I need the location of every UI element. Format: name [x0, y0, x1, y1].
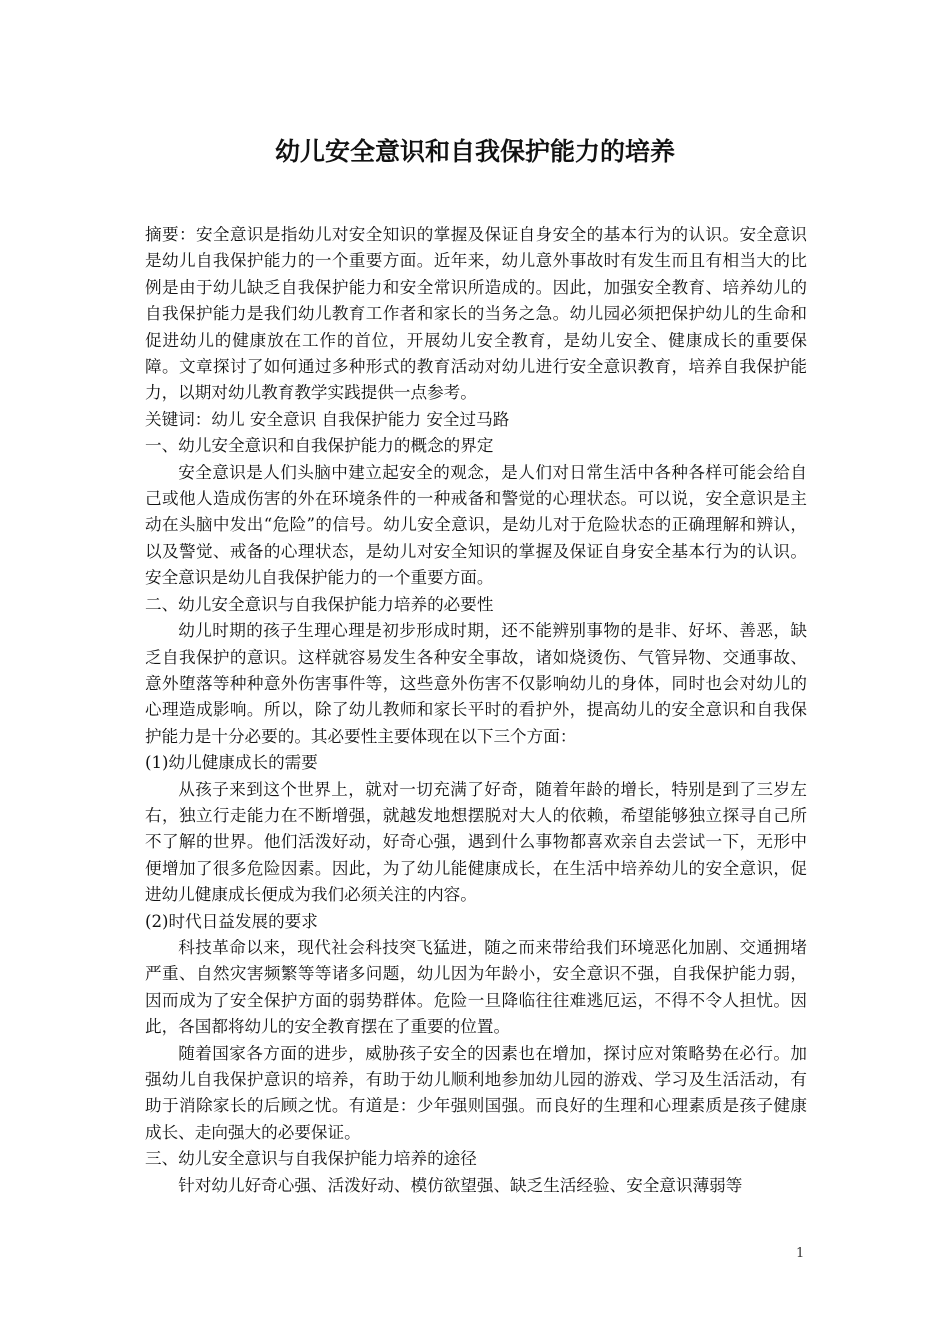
keywords-line: 关键词：幼儿 安全意识 自我保护能力 安全过马路: [145, 409, 510, 429]
document-title: 幼儿安全意识和自我保护能力的培养: [274, 137, 675, 166]
section-3-paragraph: 针对幼儿好奇心强、活泼好动、模仿欲望强、缺乏生活经验、安全意识薄弱等: [178, 1175, 743, 1195]
section-3-heading: 三、幼儿安全意识与自我保护能力培养的途径: [145, 1149, 477, 1169]
page-number: 1: [796, 1246, 805, 1261]
section-1-paragraph: 安全意识是人们头脑中建立起安全的观念，是人们对日常生活中各种各样可能会给自己或他人造成伤害的外在环境条件的一种戒备和警觉的心理状态。可以说，安全意识是主动在头脑中发出“危险”的信号。幼儿安全意识，是幼儿对于危险状态的正确理解和辨认，以及警觉、戒备的心理状态，是幼儿对安全知识的掌握及保证自身安全基本行为的认识。安全意识是幼儿自我保护能力的一个重要方面。: [145, 462, 807, 588]
subsection-1-paragraph: 从孩子来到这个世界上，就对一切充满了好奇，随着年龄的增长，特别是到了三岁左右，独立行走能力在不断增强，就越发地想摆脱对大人的依赖，希望能够独立探寻自己所不了解的世界。他们活泼好动，好奇心强，遇到什么事物都喜欢亲自去尝试一下，无形中便增加了很多危险因素。因此，为了幼儿能健康成长，在生活中培养幼儿的安全意识，促进幼儿健康成长便成为我们必须关注的内容。: [145, 779, 807, 905]
document-body: [145, 222, 807, 1199]
abstract-paragraph: 摘要：安全意识是指幼儿对安全知识的掌握及保证自身安全的基本行为的认识。安全意识是幼儿自我保护能力的一个重要方面。近年来，幼儿意外事故时有发生而且有相当大的比例是由于幼儿缺乏自我保护能力和安全常识所造成的。因此，加强安全教育、培养幼儿的自我保护能力是我们幼儿教育工作者和家长的当务之急。幼儿园必须把保护幼儿的生命和促进幼儿的健康放在工作的首位，开展幼儿安全教育，是幼儿安全、健康成长的重要保障。文章探讨了如何通过多种形式的教育活动对幼儿进行安全意识教育，培养自我保护能力，以期对幼儿教育教学实践提供一点参考。: [145, 225, 807, 403]
section-2-paragraph: 幼儿时期的孩子生理心理是初步形成时期，还不能辨别事物的是非、好坏、善恶，缺乏自我保护的意识。这样就容易发生各种安全事故，诸如烧烫伤、气管异物、交通事故、意外堕落等种种意外伤害事件等，这些意外伤害不仅影响幼儿的身体，同时也会对幼儿的心理造成影响。所以，除了幼儿教师和家长平时的看护外，提高幼儿的安全意识和自我保护能力是十分必要的。其必要性主要体现在以下三个方面：: [145, 621, 807, 746]
subsection-2-paragraph-2: 随着国家各方面的进步，威胁孩子安全的因素也在增加，探讨应对策略势在必行。加强幼儿自我保护意识的培养，有助于幼儿顺利地参加幼儿园的游戏、学习及生活活动，有助于消除家长的后顾之忧。有道是：少年强则国强。而良好的生理和心理素质是孩子健康成长、走向强大的必要保证。: [145, 1043, 807, 1142]
section-2-heading: 二、幼儿安全意识与自我保护能力培养的必要性: [145, 594, 494, 614]
subsection-1-heading: (1)幼儿健康成长的需要: [145, 753, 318, 773]
subsection-2-paragraph-1: 科技革命以来，现代社会科技突飞猛进，随之而来带给我们环境恶化加剧、交通拥堵严重、自然灾害频繁等等诸多问题，幼儿因为年龄小，安全意识不强，自我保护能力弱，因而成为了安全保护方面的弱势群体。危险一旦降临往往难逃厄运，不得不令人担忧。因此，各国都将幼儿的安全教育摆在了重要的位置。: [145, 937, 807, 1037]
subsection-2-heading: (2)时代日益发展的要求: [145, 911, 318, 931]
section-1-heading: 一、幼儿安全意识和自我保护能力的概念的界定: [145, 436, 494, 456]
